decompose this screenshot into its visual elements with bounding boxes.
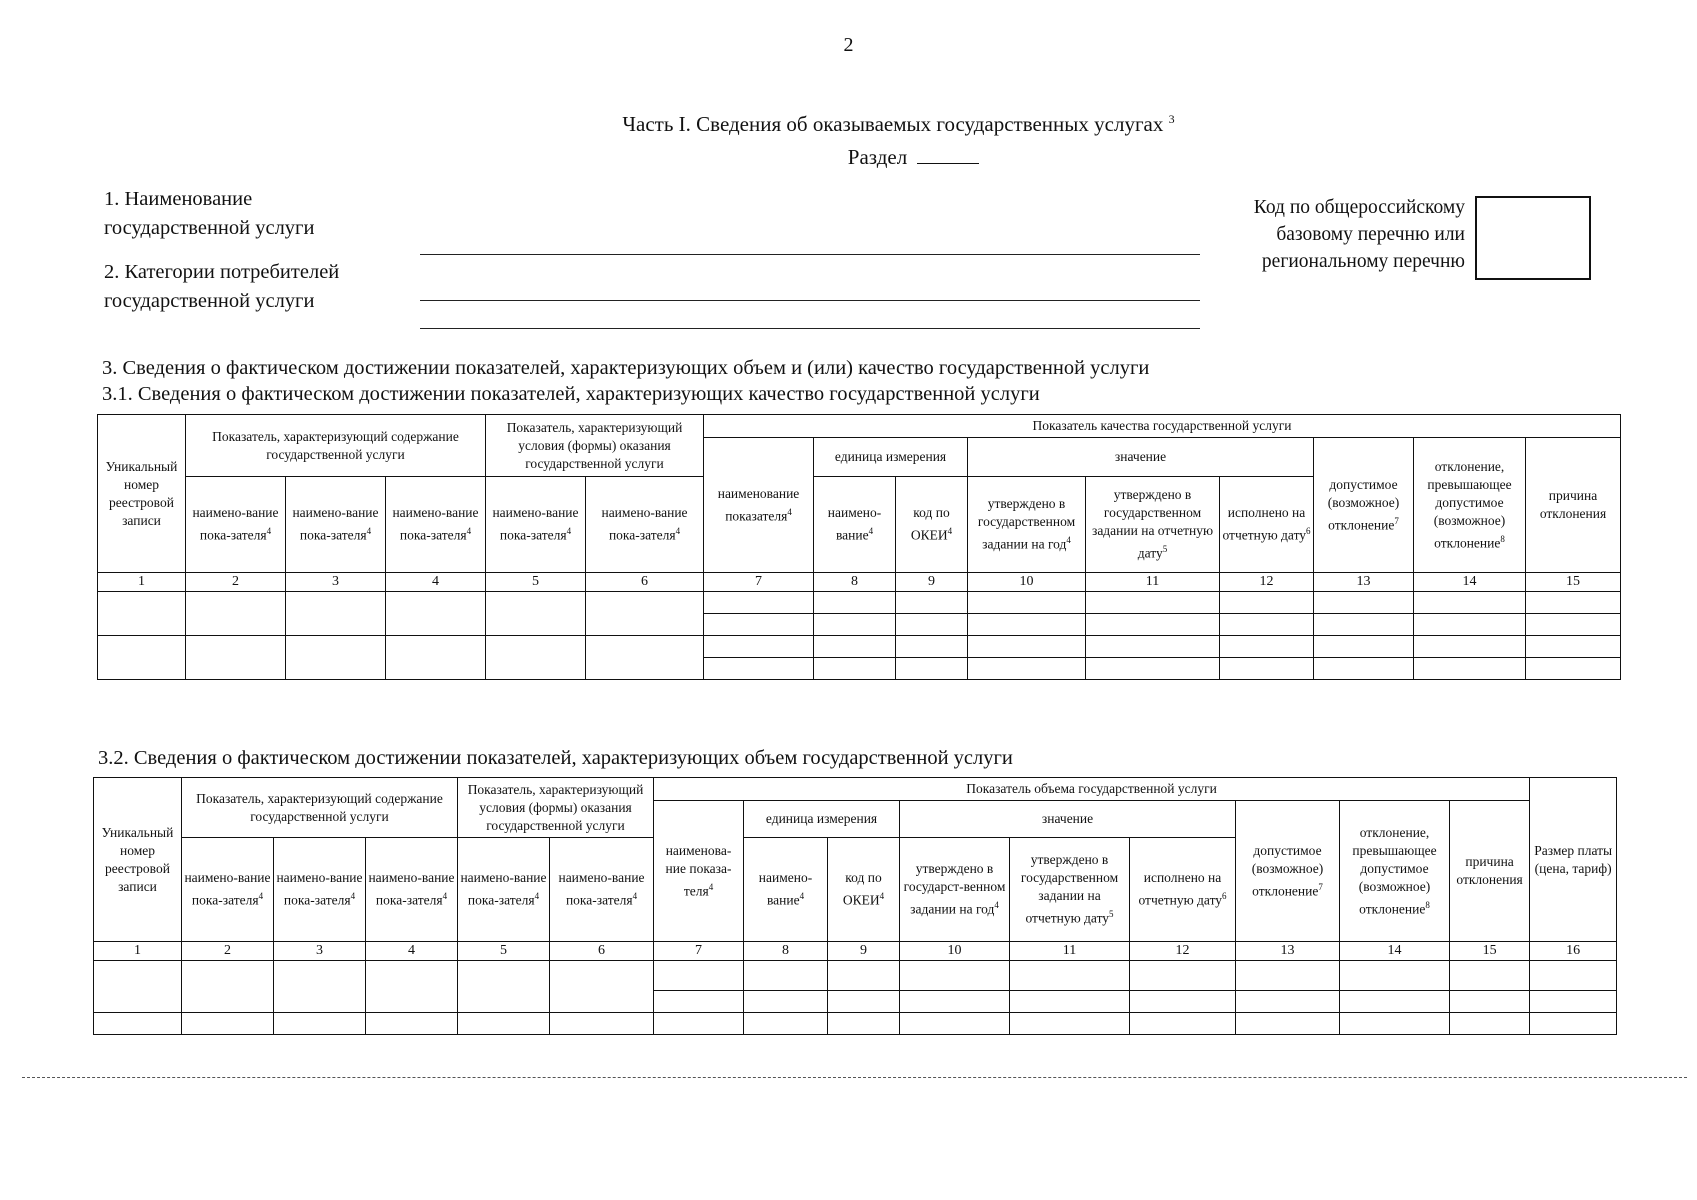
table-cell[interactable] — [366, 961, 458, 1013]
table-cell[interactable] — [1526, 592, 1621, 614]
table-cell[interactable] — [1314, 592, 1414, 614]
column-number: 13 — [1314, 573, 1414, 592]
okei-code-header: код по ОКЕИ$^4$ — [828, 838, 900, 942]
content-indicator-name-3: наимено-вание пока-зателя$^4$ — [366, 838, 458, 942]
table-cell[interactable] — [550, 1013, 654, 1035]
table-cell[interactable] — [1530, 1013, 1617, 1035]
registry-code-label-line1: Код по общероссийскому — [1253, 197, 1465, 218]
table-cell[interactable] — [1236, 961, 1340, 991]
table-cell[interactable] — [486, 636, 586, 680]
value-header: значение — [900, 801, 1236, 838]
table-cell[interactable] — [586, 592, 704, 636]
table-cell[interactable] — [1010, 1013, 1130, 1035]
table-cell[interactable] — [1314, 658, 1414, 680]
table-cell[interactable] — [1086, 636, 1220, 658]
section-number-blank[interactable] — [917, 145, 979, 164]
condition-indicator-name-1: наимено-вание пока-зателя$^4$ — [486, 477, 586, 573]
section-row — [0, 145, 1697, 170]
table-cell[interactable] — [1220, 658, 1314, 680]
table-cell[interactable] — [704, 592, 814, 614]
table-cell[interactable] — [94, 1013, 182, 1035]
table-cell[interactable] — [274, 1013, 366, 1035]
content-indicator-name-1: наимено-вание пока-зателя$^4$ — [186, 477, 286, 573]
page-bottom-divider — [22, 1077, 1687, 1078]
table-cell[interactable] — [386, 636, 486, 680]
column-number: 7 — [704, 573, 814, 592]
table-cell[interactable] — [1414, 658, 1526, 680]
content-indicator-name-2: наимено-вание пока-зателя$^4$ — [286, 477, 386, 573]
column-number: 1 — [94, 942, 182, 961]
column-number: 2 — [186, 573, 286, 592]
approved-date-header: утверждено в государственном задании на отчетную дату$^5$ — [1010, 838, 1130, 942]
table-cell[interactable] — [1236, 1013, 1340, 1035]
column-number: 8 — [744, 942, 828, 961]
table-cell[interactable] — [896, 636, 968, 658]
table-cell[interactable] — [366, 1013, 458, 1035]
table-cell[interactable] — [1086, 658, 1220, 680]
column-number: 9 — [896, 573, 968, 592]
table-cell[interactable] — [1530, 991, 1617, 1013]
unit-name-header: наимено-вание$^4$ — [814, 477, 896, 573]
table-cell[interactable] — [458, 1013, 550, 1035]
column-number: 1 — [98, 573, 186, 592]
service-name-line[interactable] — [420, 254, 1200, 255]
column-number: 13 — [1236, 942, 1340, 961]
table-cell[interactable] — [1220, 636, 1314, 658]
content-indicator-name-3: наимено-вание пока-зателя$^4$ — [386, 477, 486, 573]
table-cell[interactable] — [1220, 592, 1314, 614]
table-cell[interactable] — [704, 636, 814, 658]
table-cell[interactable] — [1526, 636, 1621, 658]
column-number: 14 — [1340, 942, 1450, 961]
exceeding-deviation-header: отклонение, превышающее допустимое (возможное) отклонение$^8$ — [1340, 801, 1450, 942]
table-cell[interactable] — [896, 614, 968, 636]
table-cell[interactable] — [744, 961, 828, 991]
table-row — [94, 1013, 1617, 1035]
quality-indicators-table — [97, 414, 1621, 680]
table-cell[interactable] — [1010, 991, 1130, 1013]
unit-header: единица измерения — [744, 801, 900, 838]
column-number: 11 — [1010, 942, 1130, 961]
registry-code-label — [1200, 194, 1465, 275]
unit-name-header: наимено-вание$^4$ — [744, 838, 828, 942]
table-cell[interactable] — [828, 961, 900, 991]
allowed-deviation-header: допустимое (возможное) отклонение$^7$ — [1236, 801, 1340, 942]
table-cell[interactable] — [1526, 658, 1621, 680]
table-cell[interactable] — [1130, 1013, 1236, 1035]
table-cell[interactable] — [828, 1013, 900, 1035]
deviation-reason-header: причина отклонения — [1450, 801, 1530, 942]
table-cell[interactable] — [182, 1013, 274, 1035]
consumer-category-label-line2: государственной услуги — [104, 290, 315, 312]
executed-header: исполнено на отчетную дату$^6$ — [1130, 838, 1236, 942]
table-cell[interactable] — [186, 592, 286, 636]
table-cell[interactable] — [814, 636, 896, 658]
column-number-row — [94, 942, 1617, 961]
table-cell[interactable] — [1086, 614, 1220, 636]
table-cell[interactable] — [744, 1013, 828, 1035]
content-indicator-name-2: наимено-вание пока-зателя$^4$ — [274, 838, 366, 942]
service-name-label-line1: 1. Наименование — [104, 188, 253, 210]
column-number: 10 — [900, 942, 1010, 961]
table-row — [98, 636, 1621, 658]
column-number: 8 — [814, 573, 896, 592]
registry-code-box[interactable] — [1475, 196, 1591, 280]
registry-code-label-line2: базовому перечню или — [1276, 224, 1465, 245]
indicator-name-header: наименование показателя$^4$ — [704, 438, 814, 573]
table-cell[interactable] — [1314, 614, 1414, 636]
condition-indicator-name-1: наимено-вание пока-зателя$^4$ — [458, 838, 550, 942]
service-name-label-line2: государственной услуги — [104, 217, 315, 239]
table-cell[interactable] — [550, 961, 654, 1013]
unique-record-header: Уникальный номер реестровой записи — [98, 415, 186, 573]
column-number: 7 — [654, 942, 744, 961]
table-cell[interactable] — [968, 636, 1086, 658]
table-cell[interactable] — [586, 636, 704, 680]
table-cell[interactable] — [1130, 961, 1236, 991]
okei-code-header: код по ОКЕИ$^4$ — [896, 477, 968, 573]
table-cell[interactable] — [1526, 614, 1621, 636]
condition-indicator-name-2: наимено-вание пока-зателя$^4$ — [586, 477, 704, 573]
table-cell[interactable] — [186, 636, 286, 680]
registry-code-label-line3: региональному перечню — [1261, 251, 1465, 272]
column-number: 5 — [486, 573, 586, 592]
fee-header: Размер платы (цена, тариф) — [1530, 778, 1617, 942]
table-cell[interactable] — [814, 658, 896, 680]
section-3-2-heading: 3.2. Сведения о фактическом достижении показателей, характеризующих объем государственной услуги — [98, 747, 1013, 769]
consumer-category-line-1[interactable] — [420, 300, 1200, 301]
column-number: 15 — [1450, 942, 1530, 961]
table-cell[interactable] — [896, 592, 968, 614]
table-cell[interactable] — [1010, 961, 1130, 991]
table-cell[interactable] — [654, 961, 744, 991]
exceeding-deviation-header: отклонение, превышающее допустимое (возможное) отклонение$^8$ — [1414, 438, 1526, 573]
column-number: 14 — [1414, 573, 1526, 592]
table-cell[interactable] — [94, 961, 182, 1013]
table-cell[interactable] — [1236, 991, 1340, 1013]
column-number-row — [98, 573, 1621, 592]
table-cell[interactable] — [1130, 991, 1236, 1013]
table-cell[interactable] — [286, 592, 386, 636]
section-label: Раздел — [847, 145, 908, 169]
table-row — [98, 592, 1621, 614]
table-cell[interactable] — [182, 961, 274, 1013]
content-indicator-group-header: Показатель, характеризующий содержание государственной услуги — [186, 415, 486, 477]
table-cell[interactable] — [814, 614, 896, 636]
column-number: 4 — [386, 573, 486, 592]
table-cell[interactable] — [1340, 991, 1450, 1013]
table-cell[interactable] — [654, 1013, 744, 1035]
table-cell[interactable] — [274, 961, 366, 1013]
table-cell[interactable] — [1450, 961, 1530, 991]
table-cell[interactable] — [968, 614, 1086, 636]
indicator-name-header: наименова-ние показа-теля$^4$ — [654, 801, 744, 942]
table-cell[interactable] — [1340, 961, 1450, 991]
table-cell[interactable] — [900, 1013, 1010, 1035]
condition-indicator-group-header: Показатель, характеризующий условия (формы) оказания государственной услуги — [458, 778, 654, 838]
table-cell[interactable] — [1414, 636, 1526, 658]
table-cell[interactable] — [1086, 592, 1220, 614]
table-cell[interactable] — [1450, 991, 1530, 1013]
table-cell[interactable] — [968, 592, 1086, 614]
condition-indicator-name-2: наимено-вание пока-зателя$^4$ — [550, 838, 654, 942]
table-cell[interactable] — [98, 592, 186, 636]
column-number: 10 — [968, 573, 1086, 592]
section-3-heading: 3. Сведения о фактическом достижении показателей, характеризующих объем и (или) качество государственной услуги — [102, 357, 1150, 379]
column-number: 16 — [1530, 942, 1617, 961]
table-cell[interactable] — [704, 614, 814, 636]
consumer-category-label-line1: 2. Категории потребителей — [104, 261, 340, 283]
column-number: 3 — [286, 573, 386, 592]
column-number: 6 — [550, 942, 654, 961]
table-cell[interactable] — [286, 636, 386, 680]
quality-indicator-group-header: Показатель качества государственной услуги — [704, 415, 1621, 438]
table-cell[interactable] — [1450, 1013, 1530, 1035]
section-3-1-heading: 3.1. Сведения о фактическом достижении показателей, характеризующих качество государственной услуги — [102, 383, 1040, 405]
column-number: 3 — [274, 942, 366, 961]
table-cell[interactable] — [744, 991, 828, 1013]
column-number: 12 — [1130, 942, 1236, 961]
approved-year-header: утверждено в государственном задании на год$^4$ — [968, 477, 1086, 573]
part-title-text: Часть I. Сведения об оказываемых государственных услугах — [622, 112, 1164, 136]
table-cell[interactable] — [896, 658, 968, 680]
volume-indicators-table — [93, 777, 1617, 1035]
page-number: 2 — [843, 34, 854, 56]
column-number: 12 — [1220, 573, 1314, 592]
table-cell[interactable] — [1414, 592, 1526, 614]
table-cell[interactable] — [968, 658, 1086, 680]
table-cell[interactable] — [900, 991, 1010, 1013]
consumer-category-label — [104, 258, 404, 316]
column-number: 4 — [366, 942, 458, 961]
column-number: 9 — [828, 942, 900, 961]
column-number: 5 — [458, 942, 550, 961]
consumer-category-line-2[interactable] — [420, 328, 1200, 329]
part-title-footnote: 3 — [1168, 112, 1175, 126]
unit-header: единица измерения — [814, 438, 968, 477]
approved-date-header: утверждено в государственном задании на отчетную дату$^5$ — [1086, 477, 1220, 573]
table-cell[interactable] — [1340, 1013, 1450, 1035]
table-cell[interactable] — [828, 991, 900, 1013]
table-cell[interactable] — [654, 991, 744, 1013]
column-number: 15 — [1526, 573, 1621, 592]
content-indicator-name-1: наимено-вание пока-зателя$^4$ — [182, 838, 274, 942]
part-title — [0, 112, 1697, 137]
allowed-deviation-header: допустимое (возможное) отклонение$^7$ — [1314, 438, 1414, 573]
unique-record-header: Уникальный номер реестровой записи — [94, 778, 182, 942]
volume-indicator-group-header: Показатель объема государственной услуги — [654, 778, 1530, 801]
table-cell[interactable] — [386, 592, 486, 636]
table-cell[interactable] — [1530, 961, 1617, 991]
value-header: значение — [968, 438, 1314, 477]
service-name-label — [104, 185, 404, 243]
table-cell[interactable] — [814, 592, 896, 614]
table-cell[interactable] — [486, 592, 586, 636]
deviation-reason-header: причина отклонения — [1526, 438, 1621, 573]
table-cell[interactable] — [704, 658, 814, 680]
column-number: 2 — [182, 942, 274, 961]
content-indicator-group-header: Показатель, характеризующий содержание государственной услуги — [182, 778, 458, 838]
table-cell[interactable] — [1220, 614, 1314, 636]
table-cell[interactable] — [1414, 614, 1526, 636]
table-cell[interactable] — [1314, 636, 1414, 658]
table-cell[interactable] — [900, 961, 1010, 991]
column-number: 11 — [1086, 573, 1220, 592]
approved-year-header: утверждено в государст-венном задании на год$^4$ — [900, 838, 1010, 942]
table-cell[interactable] — [98, 636, 186, 680]
column-number: 6 — [586, 573, 704, 592]
table-cell[interactable] — [458, 961, 550, 1013]
condition-indicator-group-header: Показатель, характеризующий условия (формы) оказания государственной услуги — [486, 415, 704, 477]
table-row — [94, 961, 1617, 991]
executed-header: исполнено на отчетную дату$^6$ — [1220, 477, 1314, 573]
